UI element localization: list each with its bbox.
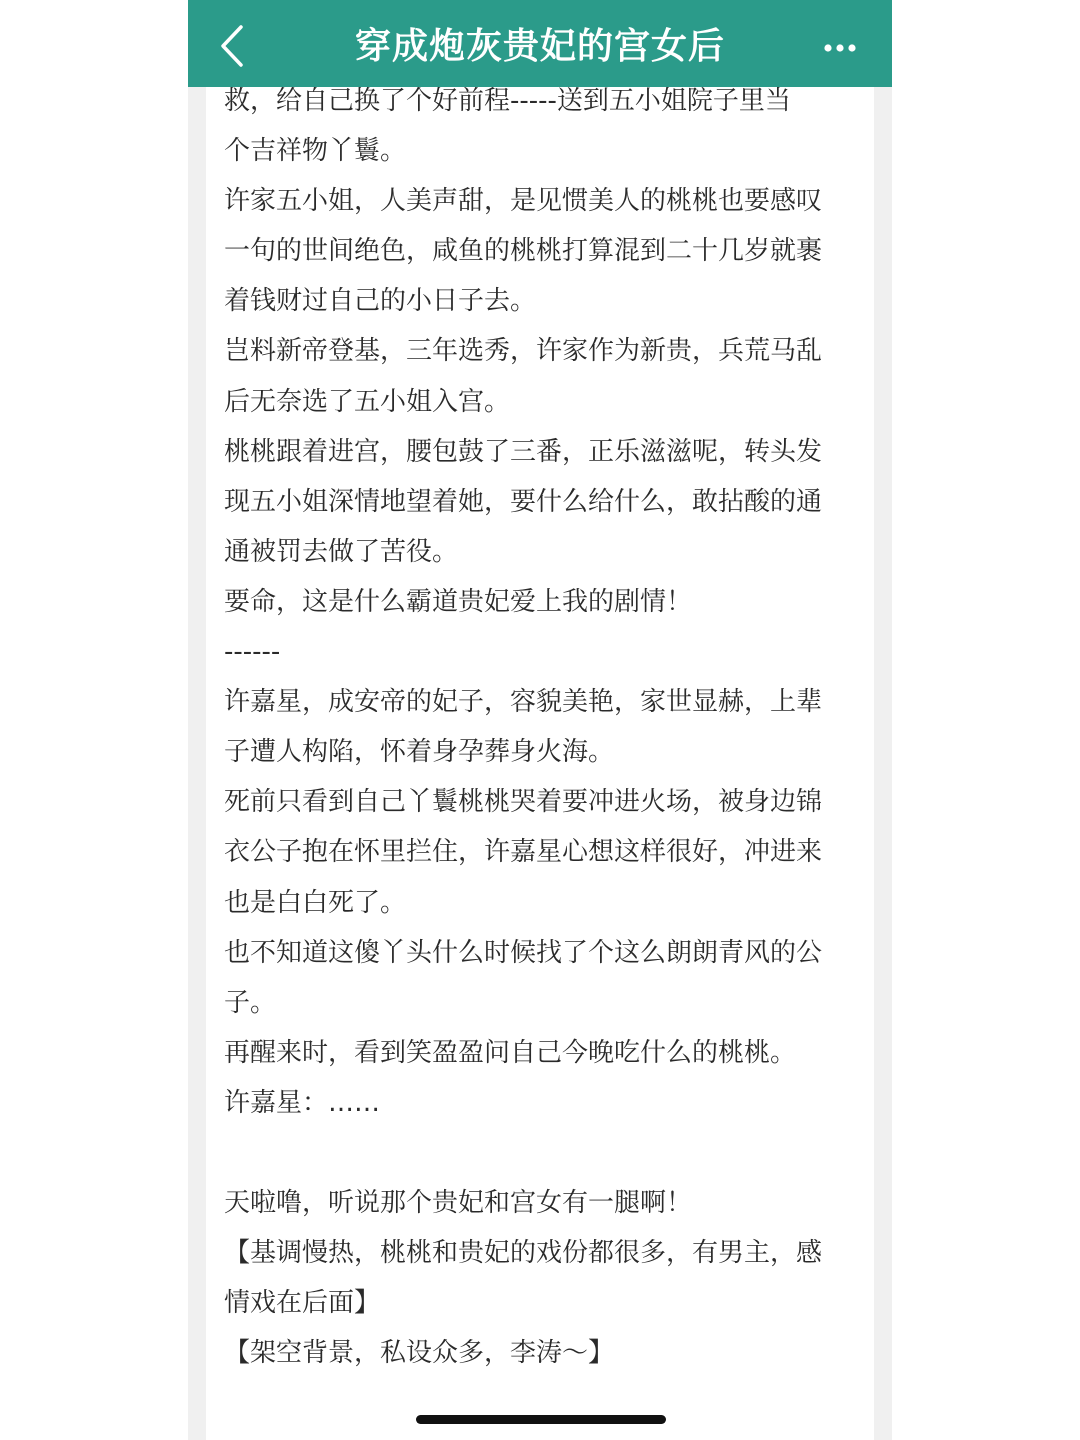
text-line: 许嘉星：…… bbox=[224, 1087, 381, 1118]
text-line: 通被罚去做了苦役。 bbox=[224, 536, 459, 567]
home-indicator[interactable] bbox=[416, 1415, 666, 1424]
text-line: 岂料新帝登基，三年选秀，许家作为新贵，兵荒马乱 bbox=[224, 336, 823, 367]
article-text bbox=[224, 87, 864, 1378]
text-line: 后无奈选了五小姐入宫。 bbox=[224, 386, 511, 417]
back-button[interactable] bbox=[210, 22, 254, 70]
more-horizontal-icon bbox=[824, 43, 856, 53]
text-line: 死前只看到自己丫鬟桃桃哭着要冲进火场，被身边锦 bbox=[224, 787, 823, 818]
text-line: 桃桃跟着进宫，腰包鼓了三番，正乐滋滋呢，转头发 bbox=[224, 436, 823, 467]
text-line: 【基调慢热，桃桃和贵妃的戏份都很多，有男主，感 bbox=[224, 1238, 823, 1269]
text-line: 也是白白死了。 bbox=[224, 887, 407, 918]
text-line: 衣公子抱在怀里拦住，许嘉星心想这样很好，冲进来 bbox=[224, 837, 823, 868]
reader-screen bbox=[188, 0, 892, 1440]
text-line: 子遭人构陷，怀着身孕葬身火海。 bbox=[224, 737, 615, 768]
text-line: 救，给自己换了个好前程-----送到五小姐院子里当 bbox=[224, 87, 791, 116]
text-line: 子。 bbox=[224, 987, 277, 1018]
chevron-left-icon bbox=[219, 24, 245, 68]
text-line: 现五小姐深情地望着她，要什么给什么，敢拈酸的通 bbox=[224, 486, 823, 517]
text-line: 也不知道这傻丫头什么时候找了个这么朗朗青风的公 bbox=[224, 937, 823, 968]
text-line: 许家五小姐，人美声甜，是见惯美人的桃桃也要感叹 bbox=[224, 186, 823, 217]
text-line: 【架空背景，私设众多，李涛～】 bbox=[224, 1338, 615, 1369]
text-line: 一句的世间绝色，咸鱼的桃桃打算混到二十几岁就裹 bbox=[224, 236, 823, 267]
text-line: 个吉祥物丫鬟。 bbox=[224, 136, 407, 167]
page-title: 穿成炮灰贵妃的宫女后 bbox=[354, 26, 725, 67]
text-line: ------ bbox=[224, 637, 281, 668]
text-line: 再醒来时，看到笑盈盈问自己今晚吃什么的桃桃。 bbox=[224, 1037, 797, 1068]
text-line bbox=[224, 1128, 864, 1178]
text-page[interactable] bbox=[206, 87, 874, 1440]
more-button[interactable] bbox=[818, 30, 862, 66]
text-line: 情戏在后面】 bbox=[224, 1288, 381, 1319]
text-line: 要命，这是什么霸道贵妃爱上我的剧情！ bbox=[224, 586, 693, 617]
text-line: 着钱财过自己的小日子去。 bbox=[224, 286, 537, 317]
text-line: 许嘉星，成安帝的妃子，容貌美艳，家世显赫，上辈 bbox=[224, 687, 823, 718]
top-nav-bar bbox=[188, 0, 892, 87]
text-line: 天啦噜，听说那个贵妃和宫女有一腿啊！ bbox=[224, 1188, 693, 1219]
